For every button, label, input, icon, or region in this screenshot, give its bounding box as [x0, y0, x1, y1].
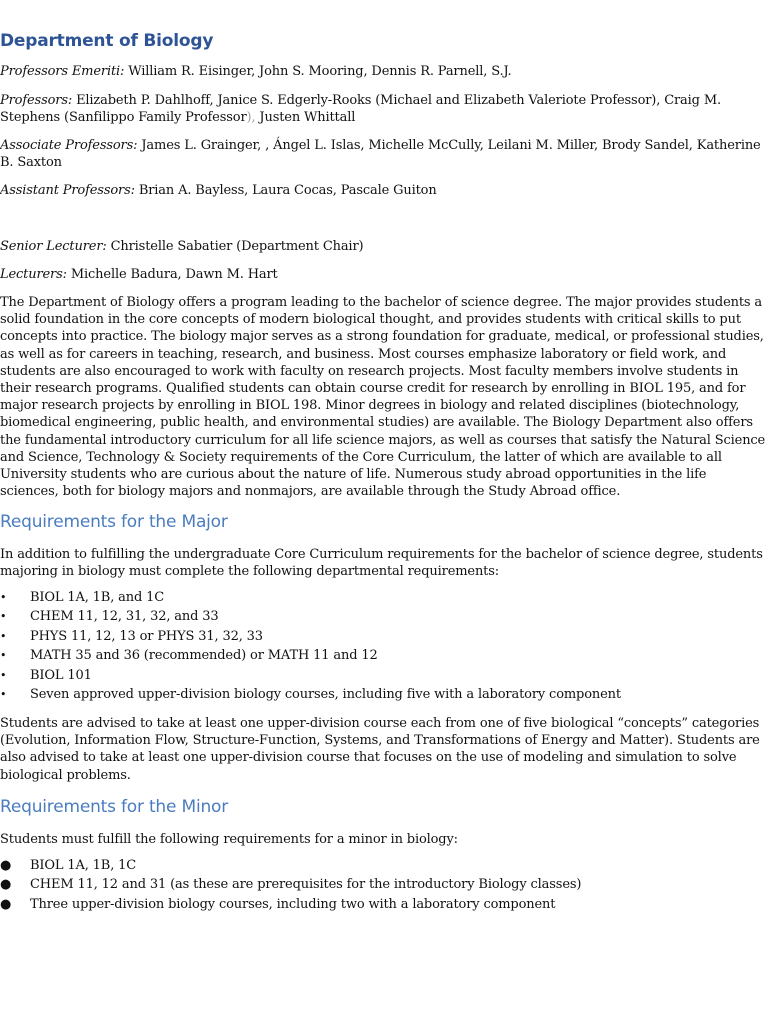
faculty-separator: ), — [246, 110, 256, 126]
faculty-emeriti — [0, 63, 766, 80]
major-intro: In addition to fulfilling the undergraduate Core Curriculum requirements for the bachelor of science degree, students majoring in biology must complete the following departmental requirements: — [0, 547, 763, 580]
list-item: • BIOL 101 — [0, 666, 766, 685]
faculty-names: Christelle Sabatier (Department Chair) — [110, 239, 364, 254]
minor-requirements-list — [0, 856, 766, 914]
major-requirements-list — [0, 588, 766, 704]
faculty-names: Elizabeth P. Dahlhoff, Janice S. Edgerly-Rooks (Michael and Elizabeth Valeriote Professor), Craig M. Stephens (Sanfilippo Family Professor — [0, 93, 721, 126]
bullet-icon: ● — [0, 877, 12, 893]
major-note: Students are advised to take at least one upper-division course each from one of five biological “concepts” categories (Evolution, Information Flow, Structure-Function, Systems, and Transformations of Energy and Matter). Students are also advised to take at least one upper-division course that focuses on the use of modeling and simulation to solve biological problems. — [0, 716, 760, 783]
faculty-role-label: Professors: — [0, 93, 73, 108]
list-item: ● Three upper-division biology courses, including two with a laboratory component — [0, 895, 766, 914]
faculty-professors — [0, 92, 766, 126]
faculty-associate — [0, 137, 766, 171]
list-item: • BIOL 1A, 1B, and 1C — [0, 588, 766, 607]
bullet-icon: • — [0, 687, 7, 701]
faculty-role-label: Associate Professors: — [0, 138, 138, 153]
faculty-role-label: Assistant Professors: — [0, 183, 135, 198]
bullet-icon: ● — [0, 896, 12, 912]
faculty-names: Michelle Badura, Dawn M. Hart — [70, 267, 278, 282]
faculty-role-label: Senior Lecturer: — [0, 239, 107, 254]
faculty-names: William R. Eisinger, John S. Mooring, Dennis R. Parnell, S.J. — [128, 64, 512, 79]
list-item: • CHEM 11, 12, 31, 32, and 33 — [0, 607, 766, 626]
list-item: • PHYS 11, 12, 13 or PHYS 31, 32, 33 — [0, 627, 766, 646]
faculty-names: Brian A. Bayless, Laura Cocas, Pascale Guiton — [138, 183, 437, 198]
faculty-role-label: Lecturers: — [0, 267, 67, 282]
faculty-lecturers — [0, 266, 766, 283]
bullet-icon: • — [0, 649, 7, 663]
faculty-assistant — [0, 182, 766, 199]
minor-intro: Students must fulfill the following requirements for a minor in biology: — [0, 832, 458, 847]
list-item: • MATH 35 and 36 (recommended) or MATH 11 and 12 — [0, 646, 766, 665]
bullet-icon: • — [0, 668, 7, 682]
bullet-icon: • — [0, 610, 7, 624]
bullet-icon: • — [0, 591, 7, 604]
faculty-role-label: Professors Emeriti: — [0, 64, 125, 79]
minor-heading: Requirements for the Minor — [0, 797, 229, 817]
page-title: Department of Biology — [0, 31, 214, 51]
list-item: • Seven approved upper-division biology courses, including five with a laboratory component — [0, 685, 766, 704]
major-heading: Requirements for the Major — [0, 512, 228, 532]
faculty-names: James L. Grainger, , Ángel L. Islas, Michelle McCully, Leilani M. Miller, Brody Sandel, Katherine B. Saxton — [0, 138, 761, 171]
list-item: ● CHEM 11, 12 and 31 (as these are prerequisites for the introductory Biology classes) — [0, 875, 766, 894]
bullet-icon: ● — [0, 858, 12, 873]
faculty-senior-lecturer — [0, 238, 766, 255]
faculty-names: Justen Whittall — [259, 110, 356, 126]
department-description: The Department of Biology offers a program leading to the bachelor of science degree. The major provides students a solid foundation in the core concepts of modern biological thought, and provides students with critical skills to put concepts into practice. The biology major serves as a strong foundation for graduate, medical, or professional studies, as well as for careers in teaching, research, and business. Most courses emphasize laboratory or field work, and students are also encouraged to work with faculty on research projects. Most faculty members involve students in their research programs. Qualified students can obtain course credit for research by enrolling in BIOL 195, and for major research projects by enrolling in BIOL 198. Minor degrees in biology and related disciplines (biotechnology, biomedical engineering, public health, and environmental studies) are available. The Biology Department also offers the fundamental introductory curriculum for all life science majors, as well as courses that satisfy the Natural Science and Science, Technology & Society requirements of the Core Curriculum, the latter of which are available to all University students who are curious about the nature of life. Numerous study abroad opportunities in the life sciences, both for biology majors and nonmajors, are available through the Study Abroad office. — [0, 295, 766, 500]
bullet-icon: • — [0, 629, 7, 643]
list-item: ● BIOL 1A, 1B, 1C — [0, 856, 766, 875]
